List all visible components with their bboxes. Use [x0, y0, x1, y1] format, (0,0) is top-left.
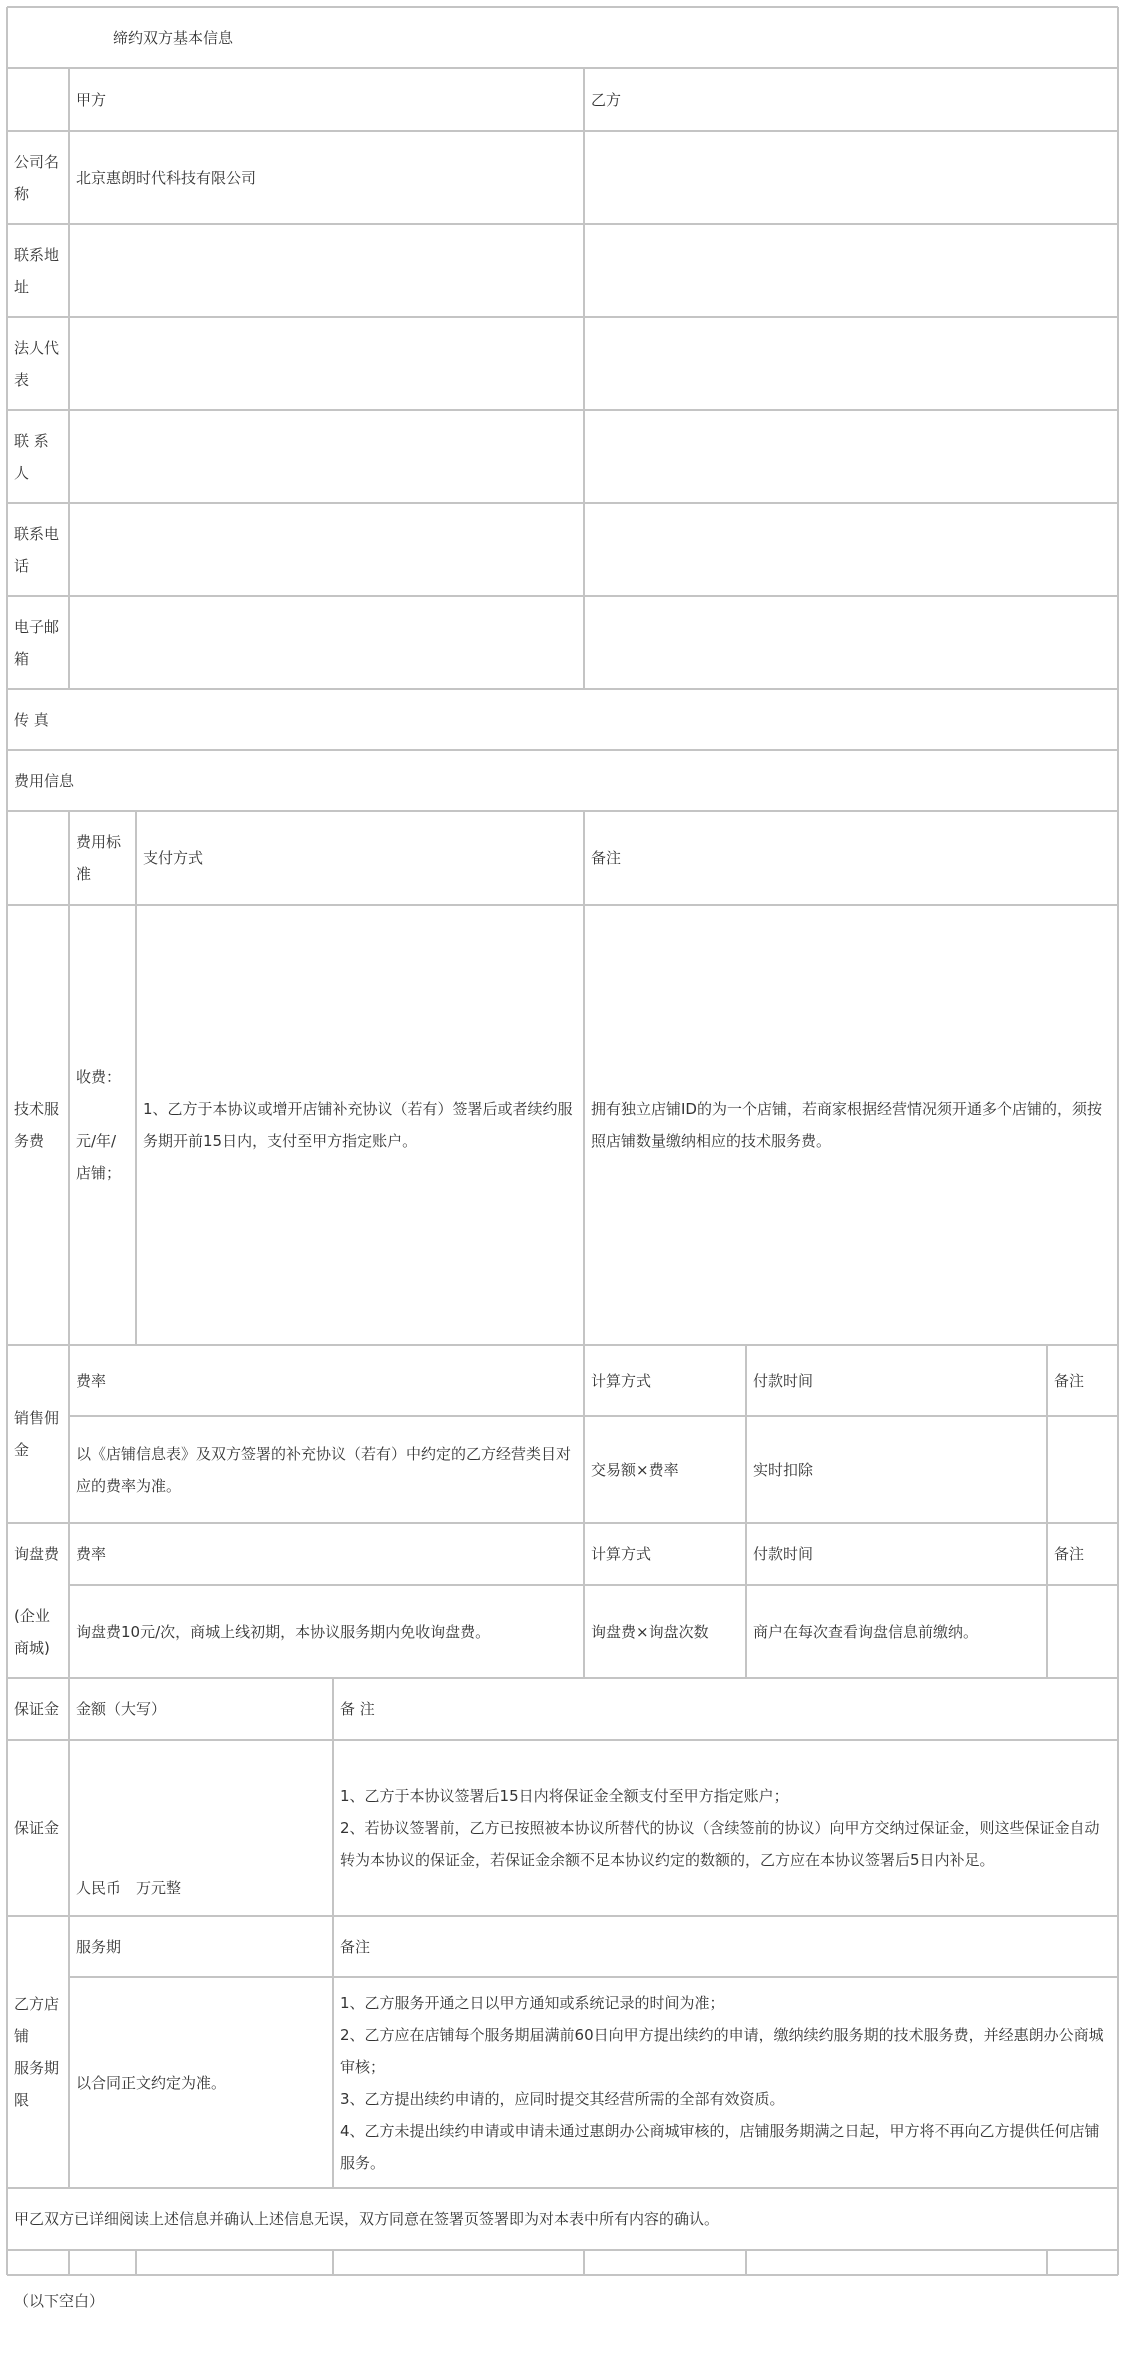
legal-rep-party-b	[584, 317, 1118, 410]
service-period-label-sub: 服务期限	[14, 2059, 60, 2109]
inquiry-method: 询盘费×询盘次数	[591, 1622, 709, 1641]
address-label: 联系地址	[14, 245, 60, 296]
deposit-remark-header: 备 注	[340, 1700, 375, 1718]
phone-party-b	[584, 503, 1118, 596]
deposit-amount-header: 金额（大写）	[76, 1700, 167, 1718]
fax-label: 传 真	[14, 710, 49, 729]
legal-rep-party-a	[69, 317, 584, 410]
footer-note: （以下空白）	[14, 2292, 105, 2310]
inquiry-label: 询盘费	[14, 1545, 60, 1563]
commission-rate: 以《店铺信息表》及双方签署的补充协议（若有）中约定的乙方经营类目对应的费率为准。	[76, 1444, 572, 1495]
commission-method-header: 计算方式	[591, 1371, 652, 1390]
inquiry-remark	[1047, 1585, 1118, 1678]
company-name-party-b	[584, 131, 1118, 224]
service-period-value: 以合同正文约定为准。	[76, 2073, 227, 2092]
service-remark: 1、乙方服务开通之日以甲方通知或系统记录的时间为准； 2、乙方应在店铺每个服务期届满前60日向甲方提出续约的申请，缴纳续约服务期的技术服务费，并经惠朗办公商城审核； 3、乙方提出续约申请的，应同时提交其经营所需的全部有效资质。 4、乙方未提出续约申请或申请未通过惠朗办公商城审核的，店铺服务期满之日起，甲方将不再向乙方提供任何店铺服务。	[340, 1993, 1104, 2172]
inquiry-method-header: 计算方式	[591, 1545, 652, 1563]
fax-party-a	[69, 689, 584, 750]
deposit-amount: 人民币 万元整	[76, 1879, 182, 1897]
email-party-b	[584, 596, 1118, 689]
party-b-header: 乙方	[591, 90, 622, 109]
inquiry-label-sub: (企业商城)	[14, 1606, 50, 1657]
service-period-label: 乙方店铺 服务期限	[7, 1916, 69, 2188]
inquiry-rate-header: 费率	[76, 1545, 107, 1563]
phone-party-a	[69, 503, 584, 596]
tech-fee-label: 技术服务费	[14, 1100, 60, 1150]
phone-label: 联系电话	[14, 524, 60, 575]
commission-method: 交易额×费率	[591, 1460, 679, 1479]
deposit-section-label: 保证金	[14, 1700, 60, 1718]
deposit-remark: 1、乙方于本协议签署后15日内将保证金全额支付至甲方指定账户； 2、若协议签署前，乙方已按照被本协议所替代的协议（含续签前的协议）向甲方交纳过保证金，则这些保证金自动转为本协议的保证金，若保证金余额不足本协议约定的数额的，乙方应在本协议签署后5日内补足。	[340, 1787, 1100, 1869]
commission-remark	[1047, 1416, 1118, 1523]
company-name-party-a: 北京惠朗时代科技有限公司	[76, 168, 257, 187]
contact-person-label: 联 系 人	[14, 431, 49, 482]
fax-party-b	[584, 689, 1118, 750]
company-name-label: 公司名称	[14, 152, 60, 203]
commission-rate-header: 费率	[76, 1371, 107, 1390]
inquiry-rate: 询盘费10元/次，商城上线初期，本协议服务期内免收询盘费。	[76, 1622, 491, 1641]
fee-remark-header: 备注	[591, 849, 622, 867]
legal-rep-label: 法人代表	[14, 338, 60, 389]
confirmation-text: 甲乙双方已详细阅读上述信息并确认上述信息无误，双方同意在签署页签署即为对本表中所有内容的确认。	[14, 2210, 720, 2228]
inquiry-time-header: 付款时间	[753, 1545, 814, 1563]
commission-remark-header: 备注	[1054, 1371, 1085, 1390]
fee-info-title: 费用信息	[14, 771, 75, 790]
party-info-title: 缔约双方基本信息	[113, 28, 234, 47]
tech-fee-payment: 1、乙方于本协议或增开店铺补充协议（若有）签署后或者续约服务期开前15日内，支付至甲方指定账户。	[143, 1100, 573, 1150]
address-party-a	[69, 224, 584, 317]
tech-fee-standard: 收费： 元/年/店铺；	[76, 1068, 122, 1182]
contact-person-party-b	[584, 410, 1118, 503]
email-label: 电子邮箱	[14, 617, 60, 668]
service-remark-header: 备注	[340, 1937, 371, 1956]
tech-fee-remark: 拥有独立店铺ID的为一个店铺，若商家根据经营情况须开通多个店铺的，须按照店铺数量缴纳相应的技术服务费。	[591, 1100, 1102, 1150]
deposit-row-label: 保证金	[14, 1819, 60, 1837]
commission-label: 销售佣金	[14, 1409, 60, 1459]
service-period-header: 服务期	[76, 1937, 122, 1956]
address-party-b	[584, 224, 1118, 317]
inquiry-remark-header: 备注	[1054, 1545, 1085, 1563]
commission-time-header: 付款时间	[753, 1371, 814, 1390]
commission-time: 实时扣除	[753, 1460, 814, 1479]
email-party-a	[69, 596, 584, 689]
contact-person-party-a	[69, 410, 584, 503]
fee-standard-header: 费用标准	[76, 833, 122, 883]
payment-method-header: 支付方式	[143, 849, 204, 867]
inquiry-time: 商户在每次查看询盘信息前缴纳。	[753, 1622, 979, 1641]
party-a-header: 甲方	[76, 90, 107, 109]
